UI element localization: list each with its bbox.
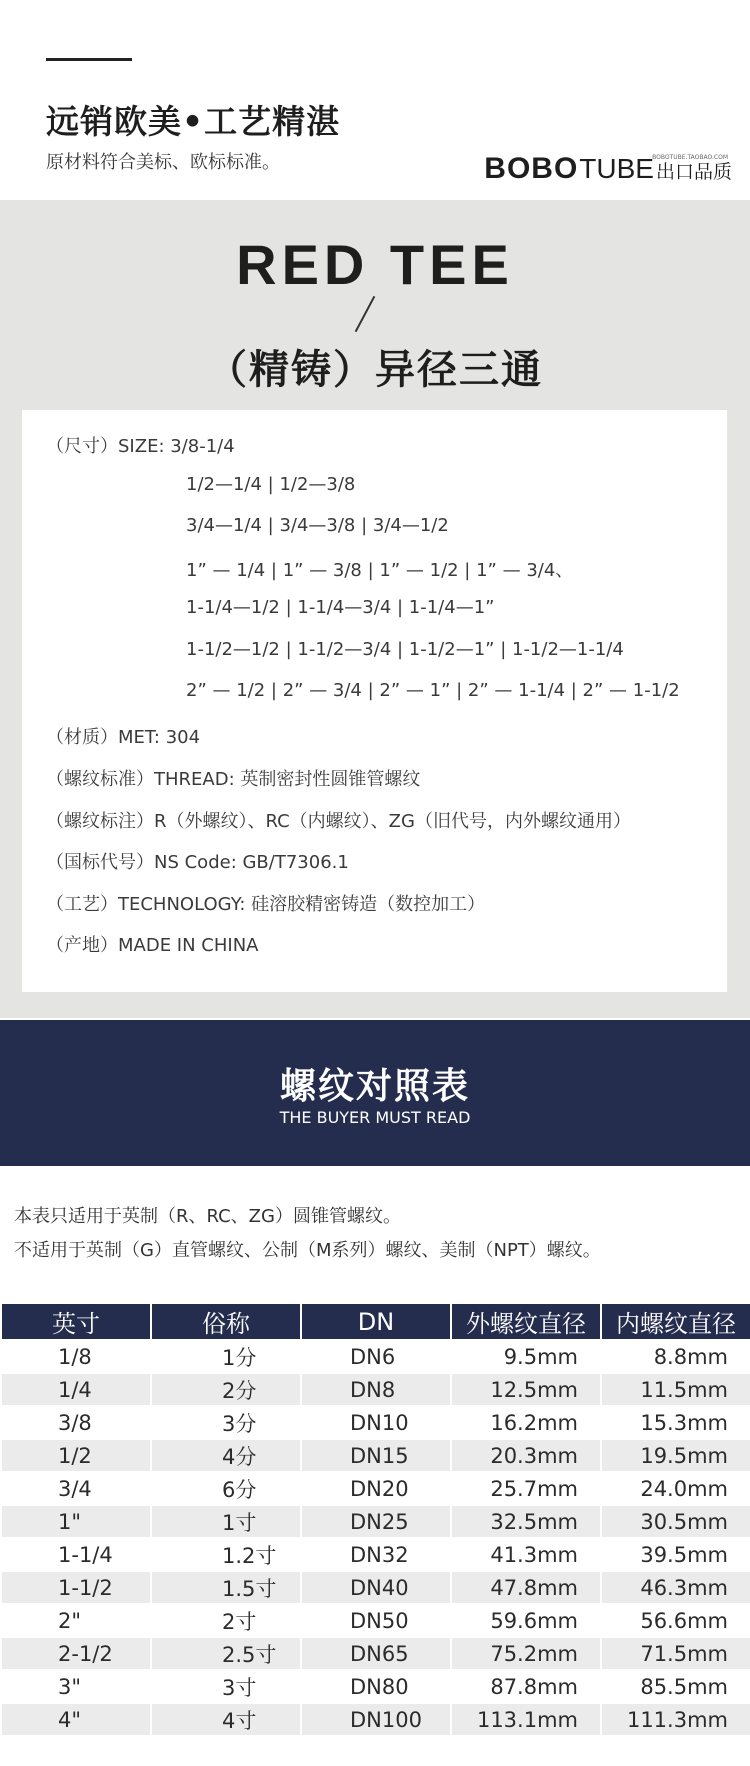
cell-outer-diameter: 9.5mm	[452, 1341, 600, 1372]
spec-card	[22, 410, 727, 992]
cell-inch: 4"	[2, 1704, 150, 1735]
cell-inch: 1/8	[2, 1341, 150, 1372]
cell-dn: DN15	[302, 1440, 450, 1471]
cell-common-name: 4寸	[152, 1704, 300, 1735]
cell-dn: DN80	[302, 1671, 450, 1702]
cell-outer-diameter: 16.2mm	[452, 1407, 600, 1438]
section-subtitle: THE BUYER MUST READ	[279, 1108, 471, 1127]
spec-size: （尺寸）SIZE: 3/8-1/4	[46, 436, 235, 457]
cell-outer-diameter: 41.3mm	[452, 1539, 600, 1570]
cell-inner-diameter: 39.5mm	[602, 1539, 750, 1570]
table-row	[2, 1572, 750, 1603]
column-header-outer-diameter: 外螺纹直径	[452, 1304, 600, 1339]
cell-dn: DN32	[302, 1539, 450, 1570]
cell-dn: DN8	[302, 1374, 450, 1405]
cell-common-name: 2.5寸	[152, 1638, 300, 1669]
cell-common-name: 4分	[152, 1440, 300, 1471]
cell-inner-diameter: 11.5mm	[602, 1374, 750, 1405]
brand-logo	[484, 152, 732, 186]
cell-outer-diameter: 25.7mm	[452, 1473, 600, 1504]
cell-outer-diameter: 47.8mm	[452, 1572, 600, 1603]
spec-thread-mark: （螺纹标注）R（外螺纹）、RC（内螺纹）、ZG（旧代号，内外螺纹通用）	[46, 811, 631, 832]
table-row	[2, 1506, 750, 1537]
spec-thread: （螺纹标准）THREAD: 英制密封性圆锥管螺纹	[46, 769, 421, 790]
cell-dn: DN50	[302, 1605, 450, 1636]
brand-logo-bold: BOBO	[484, 152, 579, 185]
cell-inner-diameter: 111.3mm	[602, 1704, 750, 1735]
brand-url: BOBOTUBE.TAOBAO.COM	[652, 154, 728, 161]
table-row	[2, 1539, 750, 1570]
spec-size-row: 1-1/4—1/2 | 1-1/4—3/4 | 1-1/4—1”	[186, 597, 495, 618]
column-header-inch: 英寸	[2, 1304, 150, 1339]
table-note-2: 不适用于英制（G）直管螺纹、公制（M系列）螺纹、美制（NPT）螺纹。	[14, 1240, 601, 1261]
cell-dn: DN20	[302, 1473, 450, 1504]
table-row	[2, 1671, 750, 1702]
spec-material: （材质）MET: 304	[46, 727, 201, 748]
thread-table	[0, 1302, 750, 1737]
column-header-inner-diameter: 内螺纹直径	[602, 1304, 750, 1339]
brand-logo-light: TUBE	[579, 153, 654, 184]
spec-size-row: 2” — 1/2 | 2” — 3/4 | 2” — 1” | 2” — 1-1/4 | 2” — 1-1/2	[186, 680, 680, 701]
spec-size-row: 1” — 1/4 | 1” — 3/8 | 1” — 1/2 | 1” — 3/4、	[186, 560, 574, 581]
cell-inch: 2"	[2, 1605, 150, 1636]
cell-inner-diameter: 85.5mm	[602, 1671, 750, 1702]
cell-inch: 3/4	[2, 1473, 150, 1504]
cell-inch: 1/4	[2, 1374, 150, 1405]
header-section	[0, 0, 750, 200]
cell-inch: 3/8	[2, 1407, 150, 1438]
cell-inch: 1"	[2, 1506, 150, 1537]
cell-common-name: 1分	[152, 1341, 300, 1372]
header-subtitle: 原材料符合美标、欧标标准。	[46, 152, 280, 173]
cell-outer-diameter: 87.8mm	[452, 1671, 600, 1702]
table-body	[2, 1341, 750, 1735]
cell-inner-diameter: 30.5mm	[602, 1506, 750, 1537]
table-row	[2, 1704, 750, 1735]
cell-dn: DN100	[302, 1704, 450, 1735]
table-row	[2, 1341, 750, 1372]
cell-common-name: 1.5寸	[152, 1572, 300, 1603]
cell-inner-diameter: 19.5mm	[602, 1440, 750, 1471]
cell-inner-diameter: 8.8mm	[602, 1341, 750, 1372]
table-row	[2, 1374, 750, 1405]
cell-inner-diameter: 56.6mm	[602, 1605, 750, 1636]
cell-common-name: 2寸	[152, 1605, 300, 1636]
table-row	[2, 1440, 750, 1471]
table-row	[2, 1605, 750, 1636]
table-row	[2, 1473, 750, 1504]
cell-outer-diameter: 32.5mm	[452, 1506, 600, 1537]
spec-size-row: 3/4—1/4 | 3/4—3/8 | 3/4—1/2	[186, 515, 449, 536]
cell-common-name: 6分	[152, 1473, 300, 1504]
spec-size-row: 1-1/2—1/2 | 1-1/2—3/4 | 1-1/2—1” | 1-1/2—1-1/4	[186, 639, 624, 660]
cell-outer-diameter: 12.5mm	[452, 1374, 600, 1405]
spec-ns-code: （国标代号）NS Code: GB/T7306.1	[46, 852, 349, 873]
cell-inch: 1-1/4	[2, 1539, 150, 1570]
cell-inch: 1-1/2	[2, 1572, 150, 1603]
table-row	[2, 1407, 750, 1438]
cell-outer-diameter: 20.3mm	[452, 1440, 600, 1471]
cell-dn: DN40	[302, 1572, 450, 1603]
cell-inch: 1/2	[2, 1440, 150, 1471]
product-english-name: RED TEE	[236, 233, 514, 296]
spec-technology: （工艺）TECHNOLOGY: 硅溶胶精密铸造（数控加工）	[46, 894, 486, 915]
cell-outer-diameter: 59.6mm	[452, 1605, 600, 1636]
cell-dn: DN25	[302, 1506, 450, 1537]
cell-outer-diameter: 113.1mm	[452, 1704, 600, 1735]
table-header-row	[2, 1304, 750, 1339]
cell-common-name: 1.2寸	[152, 1539, 300, 1570]
cell-inch: 3"	[2, 1671, 150, 1702]
cell-common-name: 1寸	[152, 1506, 300, 1537]
column-header-common-name: 俗称	[152, 1304, 300, 1339]
cell-inner-diameter: 24.0mm	[602, 1473, 750, 1504]
cell-outer-diameter: 75.2mm	[452, 1638, 600, 1669]
table-row	[2, 1638, 750, 1669]
cell-inner-diameter: 15.3mm	[602, 1407, 750, 1438]
cell-inner-diameter: 71.5mm	[602, 1638, 750, 1669]
header-title: 远销欧美•工艺精湛	[46, 102, 341, 141]
cell-inch: 2-1/2	[2, 1638, 150, 1669]
cell-dn: DN6	[302, 1341, 450, 1372]
column-header-dn: DN	[302, 1304, 450, 1339]
cell-inner-diameter: 46.3mm	[602, 1572, 750, 1603]
brand-tagline: 出口品质	[655, 161, 732, 183]
spec-origin: （产地）MADE IN CHINA	[46, 935, 259, 956]
cell-common-name: 2分	[152, 1374, 300, 1405]
section-title: 螺纹对照表	[279, 1066, 470, 1107]
spec-size-row: 1/2—1/4 | 1/2—3/8	[186, 474, 356, 495]
cell-common-name: 3分	[152, 1407, 300, 1438]
cell-common-name: 3寸	[152, 1671, 300, 1702]
header-accent-line	[46, 58, 132, 61]
cell-dn: DN65	[302, 1638, 450, 1669]
product-chinese-name: （精铸）异径三通	[207, 347, 543, 393]
cell-dn: DN10	[302, 1407, 450, 1438]
table-note-1: 本表只适用于英制（R、RC、ZG）圆锥管螺纹。	[14, 1206, 401, 1227]
